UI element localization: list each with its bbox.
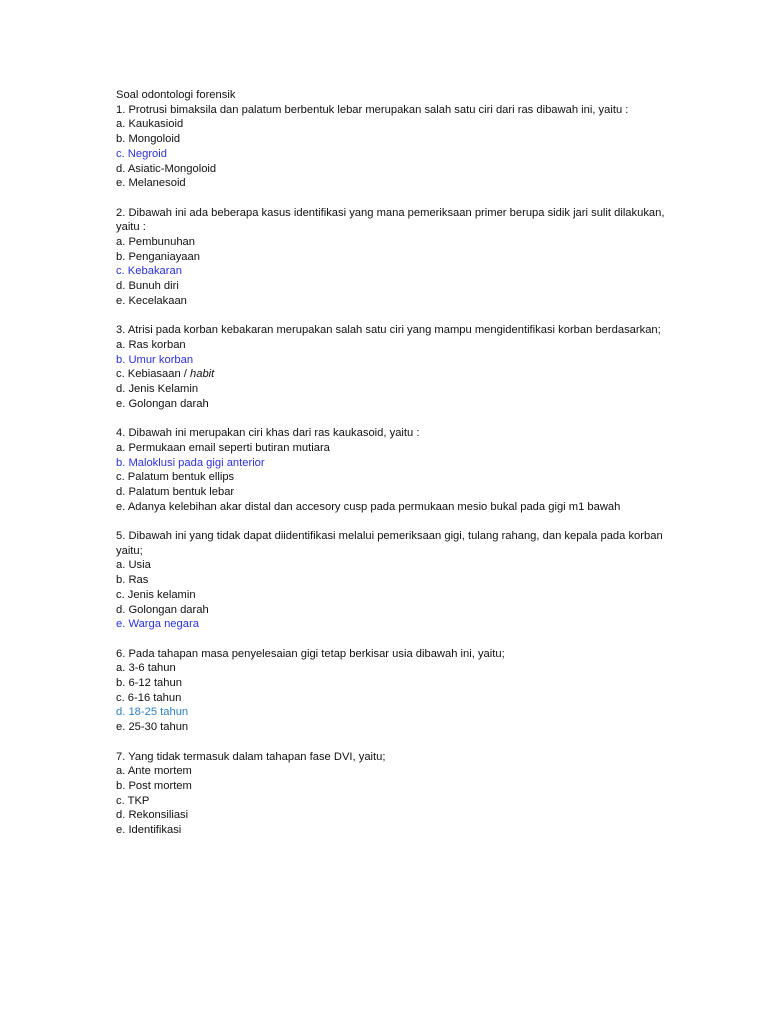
question-3 [116, 323, 676, 411]
option-a: a. Ras korban [116, 338, 186, 351]
option-d: d. Bunuh diri [116, 280, 179, 293]
question-4 [116, 426, 676, 514]
option-c-correct: c. Kebakaran [116, 265, 182, 278]
question-text: 7. Yang tidak termasuk dalam tahapan fase DVI, yaitu; [116, 750, 386, 763]
question-text: 2. Dibawah ini ada beberapa kasus identifikasi yang mana pemeriksaan primer berupa sidik jari sulit dilakukan, yaitu : [116, 206, 665, 234]
option-c-correct: c. Negroid [116, 147, 167, 160]
option-e: e. Identifikasi [116, 824, 182, 837]
option-b: b. 6-12 tahun [116, 677, 182, 690]
option-d: d. Golongan darah [116, 603, 209, 616]
option-e: e. Adanya kelebihan akar distal dan accesory cusp pada permukaan mesio bukal pada gigi m1 bawah [116, 500, 621, 513]
option-d: d. Palatum bentuk lebar [116, 485, 235, 498]
option-a: a. 3-6 tahun [116, 662, 176, 675]
option-a: a. Kaukasioid [116, 118, 184, 131]
option-a: a. Ante mortem [116, 765, 192, 778]
option-e: e. Melanesoid [116, 177, 186, 190]
option-e-correct: e. Warga negara [116, 618, 199, 631]
document-title: Soal odontologi forensik [116, 89, 236, 101]
question-1 [116, 103, 676, 191]
option-c [116, 367, 676, 382]
option-a: a. Usia [116, 559, 151, 572]
option-d: d. Jenis Kelamin [116, 383, 199, 396]
option-b: b. Mongoloid [116, 133, 181, 146]
option-a: a. Permukaan email seperti butiran mutiara [116, 441, 330, 454]
option-c: c. 6-16 tahun [116, 691, 182, 704]
option-c-italic: habit [190, 368, 215, 381]
option-c: c. Jenis kelamin [116, 588, 196, 601]
option-d: d. Rekonsiliasi [116, 809, 189, 822]
option-b: b. Ras [116, 574, 149, 587]
question-5 [116, 529, 676, 632]
option-e: e. 25-30 tahun [116, 721, 189, 734]
option-b-correct: b. Maloklusi pada gigi anterior [116, 456, 265, 469]
option-d: d. Asiatic-Mongoloid [116, 162, 217, 175]
option-c: c. TKP [116, 794, 150, 807]
question-7 [116, 750, 676, 838]
question-text: 1. Protrusi bimaksila dan palatum berbentuk lebar merupakan salah satu ciri dari ras dibawah ini, yaitu : [116, 103, 629, 116]
question-6 [116, 647, 676, 735]
option-b: b. Post mortem [116, 779, 192, 792]
option-c-text: c. Kebiasaan / [116, 368, 191, 381]
option-a: a. Pembunuhan [116, 236, 195, 249]
option-c: c. Palatum bentuk ellips [116, 471, 235, 484]
question-2 [116, 206, 676, 309]
option-b: b. Penganiayaan [116, 250, 200, 263]
document-page [116, 88, 676, 852]
question-text: 6. Pada tahapan masa penyelesaian gigi tetap berkisar usia dibawah ini, yaitu; [116, 647, 505, 660]
option-d-correct: d. 18-25 tahun [116, 706, 189, 719]
question-text: 4. Dibawah ini merupakan ciri khas dari ras kaukasoid, yaitu : [116, 427, 420, 440]
option-e: e. Kecelakaan [116, 294, 187, 307]
question-text: 5. Dibawah ini yang tidak dapat diidentifikasi melalui pemeriksaan gigi, tulang rahang, dan kepala pada korban yaitu; [116, 530, 663, 557]
question-text: 3. Atrisi pada korban kebakaran merupakan salah satu ciri yang mampu mengidentifikasi korban berdasarkan; [116, 324, 661, 337]
option-b-correct: b. Umur korban [116, 353, 194, 366]
option-e: e. Golongan darah [116, 397, 209, 410]
